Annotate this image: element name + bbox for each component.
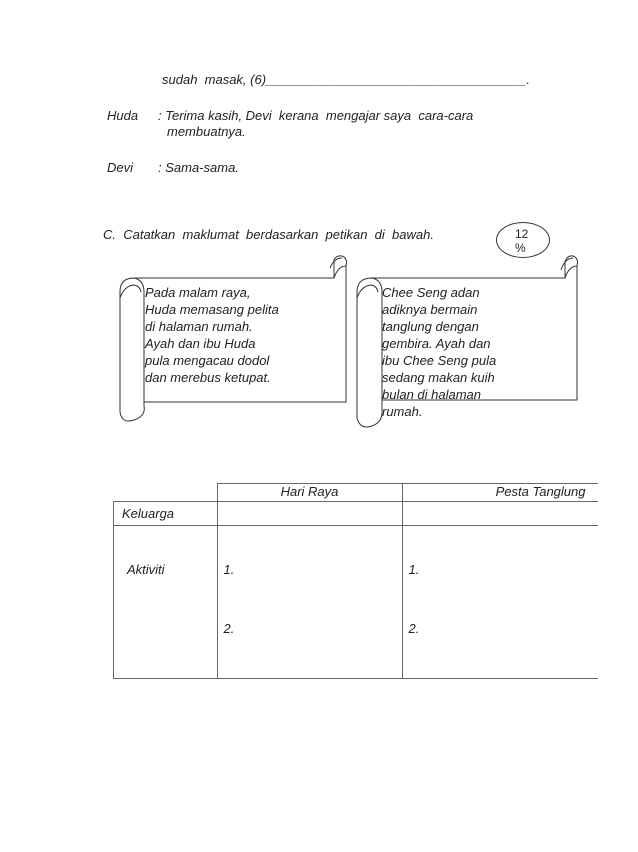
aktiviti-label: Aktiviti — [127, 562, 165, 577]
cell-keluarga-hari-raya[interactable] — [217, 502, 402, 526]
dialogue-line-1: sudah masak, (6)____________________________________. — [162, 72, 530, 87]
pesta-item-1: 1. — [408, 562, 420, 577]
scroll-left-line: pula mengacau dodol — [145, 353, 270, 368]
cell-aktiviti-pesta[interactable] — [402, 526, 598, 679]
scroll-left-line: di halaman rumah. — [145, 319, 253, 334]
scroll-right-text — [382, 284, 496, 420]
scroll-right-line: gembira. Ayah dan — [382, 336, 491, 351]
keluarga-label: Keluarga — [122, 506, 175, 521]
header-pesta-tanglung — [402, 484, 598, 502]
scroll-left-line: dan merebus ketupat. — [145, 370, 271, 385]
speaker-devi: Devi — [107, 160, 134, 175]
row-aktiviti-label — [114, 526, 218, 679]
speaker-huda: Huda — [107, 108, 139, 123]
info-table — [113, 483, 598, 679]
marks-number: 12 — [515, 227, 529, 241]
cell-keluarga-pesta[interactable] — [402, 502, 598, 526]
scroll-right-line: adiknya bermain — [382, 302, 478, 317]
header-hari-raya — [217, 484, 402, 502]
scroll-right-line: rumah. — [382, 404, 423, 419]
devi-line: : Sama-sama. — [158, 160, 239, 175]
scroll-left-line: Pada malam raya, — [145, 285, 251, 300]
pesta-item-2: 2. — [408, 621, 420, 636]
table-corner — [114, 484, 218, 502]
section-c-instruction: C. Catatkan maklumat berdasarkan petikan di bawah. — [103, 227, 434, 242]
scroll-left-line: Ayah dan ibu Huda — [145, 336, 256, 351]
scroll-right-line: Chee Seng adan — [382, 285, 480, 300]
hari-raya-item-2: 2. — [223, 621, 235, 636]
scroll-left-line: Huda memasang pelita — [145, 302, 279, 317]
hari-raya-item-1: 1. — [223, 562, 235, 577]
scroll-left-text — [145, 284, 279, 386]
scroll-right-line: ibu Chee Seng pula — [382, 353, 497, 368]
header-pesta-label: Pesta Tanglung — [495, 484, 586, 499]
cell-aktiviti-hari-raya[interactable] — [217, 526, 402, 679]
scroll-right-line: tanglung dengan — [382, 319, 479, 334]
huda-line-1: : Terima kasih, Devi kerana mengajar saya cara-cara — [158, 108, 474, 123]
scroll-right-line: sedang makan kuih — [382, 370, 495, 385]
header-hari-raya-label: Hari Raya — [280, 484, 339, 499]
huda-line-2: membuatnya. — [167, 124, 246, 139]
row-keluarga-label — [114, 502, 218, 526]
scroll-right-line: bulan di halaman — [382, 387, 482, 402]
marks-percent: % — [515, 241, 526, 255]
